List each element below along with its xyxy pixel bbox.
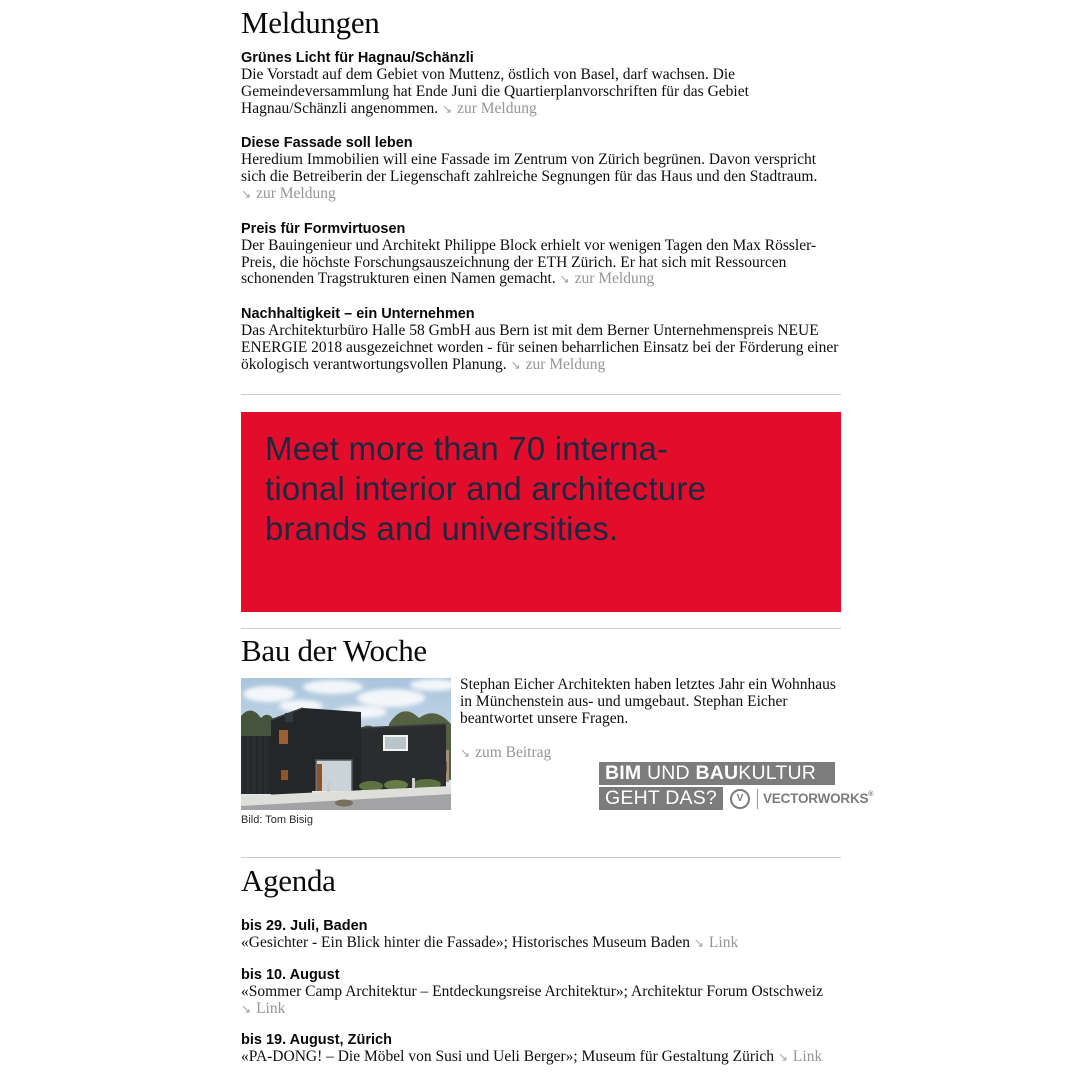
- news-link-label: zur Meldung: [256, 184, 336, 202]
- vectorworks-ad-banner[interactable]: [599, 762, 874, 810]
- ad-kultur: KULTUR: [738, 762, 817, 784]
- vectorworks-wordmark: VECTORWORKS®: [762, 791, 874, 806]
- agenda-title: Agenda: [241, 863, 336, 898]
- agenda-desc: «Gesichter - Ein Blick hinter die Fassade»; Historisches Museum Baden: [241, 934, 690, 951]
- news-body: Der Bauingenieur und Architekt Philippe Block erhielt vor wenigen Tagen den Max Rössler-Preis, die höchste Forschungsauszeichnung der ETH Zürich. Er hat sich mit Ressourcen schonenden Tragstrukturen einen Namen gemacht.: [241, 236, 817, 288]
- bau-der-woche-body: Stephan Eicher Architekten haben letztes Jahr ein Wohnhaus in Münchenstein aus- und umgebaut. Stephan Eicher beantwortet unsere Fragen.: [460, 676, 836, 727]
- arrow-southeast-icon: ↘: [693, 936, 704, 950]
- registered-mark: ®: [868, 791, 874, 798]
- news-headline: Diese Fassade soll leben: [241, 135, 413, 152]
- arrow-southeast-icon: ↘: [777, 1050, 788, 1065]
- promo-banner[interactable]: [241, 412, 841, 612]
- agenda-link-label: Link: [256, 999, 286, 1017]
- news-link[interactable]: [511, 356, 606, 373]
- divider: [241, 857, 841, 858]
- news-body: Die Vorstadt auf dem Gebiet von Muttenz, östlich von Basel, darf wachsen. Die Gemeindeversammlung hat Ende Juni die Quartierplanvorschriften für das Gebiet Hagnau/Schänzli angenommen.: [241, 66, 749, 117]
- news-link-label: zur Meldung: [457, 99, 537, 117]
- news-item: [241, 50, 841, 117]
- photo-caption: Bild: Tom Bisig: [241, 814, 313, 826]
- agenda-desc: «PA-DONG! – Die Möbel von Susi und Ueli Berger»; Museum für Gestaltung Zürich: [241, 1048, 774, 1066]
- arrow-southeast-icon: ↘: [559, 272, 570, 287]
- agenda-section: [241, 864, 841, 1074]
- bau-der-woche-text: [460, 677, 844, 727]
- news-headline: Grünes Licht für Hagnau/Schänzli: [241, 50, 474, 66]
- agenda-link-label: Link: [708, 934, 739, 951]
- promo-banner-line: brands and universities.: [265, 510, 619, 547]
- logo-separator: [757, 789, 758, 809]
- ad-line-2: [599, 787, 874, 810]
- ad-bau: BAU: [695, 762, 739, 784]
- ad-geht-das: GEHT DAS?: [599, 787, 723, 810]
- bau-link-label: zum Beitrag: [475, 744, 552, 761]
- agenda-item: [241, 967, 841, 1018]
- vectorworks-logo: [730, 789, 873, 809]
- news-body: Das Architekturbüro Halle 58 GmbH aus Bern ist mit dem Berner Unternehmenspreis NEUE ENERGIE 2018 ausgezeichnet worden - für seinen beharrlichen Einsatz bei der Förderung einer ökologisch verantwortungsvollen Planung.: [241, 322, 839, 373]
- news-item: [241, 306, 841, 373]
- meldungen-section: [241, 6, 841, 392]
- arrow-southeast-icon: ↘: [241, 186, 252, 201]
- arrow-southeast-icon: ↘: [442, 101, 453, 116]
- agenda-link[interactable]: [241, 1000, 285, 1017]
- agenda-date: bis 29. Juli, Baden: [241, 918, 368, 934]
- ad-bim: BIM: [605, 762, 642, 784]
- agenda-link-label: Link: [792, 1048, 823, 1066]
- news-link-label: zur Meldung: [574, 270, 655, 288]
- ad-und: UND: [641, 762, 696, 784]
- agenda-desc: «Sommer Camp Architektur – Entdeckungsreise Architektur»; Architektur Forum Ostschweiz: [241, 982, 823, 1000]
- ad-line-1: [599, 762, 835, 785]
- vectorworks-v-icon: V: [730, 789, 750, 809]
- news-item: [241, 221, 841, 288]
- agenda-link[interactable]: [694, 934, 738, 951]
- agenda-date: bis 19. August, Zürich: [241, 1032, 392, 1049]
- bau-der-woche-link[interactable]: [460, 744, 551, 761]
- agenda-item: [241, 918, 841, 952]
- bau-der-woche-title: Bau der Woche: [241, 633, 427, 668]
- agenda-date: bis 10. August: [241, 966, 340, 983]
- news-item: [241, 135, 841, 202]
- news-body: Heredium Immobilien will eine Fassade im Zentrum von Zürich begrünen. Davon verspricht sich die Betreiberin der Liegenschaft zahlreiche Segnungen für das Haus und den Stadtraum.: [241, 151, 818, 186]
- arrow-southeast-icon: ↘: [510, 357, 521, 372]
- news-headline: Nachhaltigkeit – ein Unternehmen: [241, 306, 475, 323]
- arrow-southeast-icon: ↘: [241, 1001, 252, 1016]
- arrow-southeast-icon: ↘: [460, 746, 471, 760]
- agenda-item: [241, 1032, 841, 1066]
- news-link-label: zur Meldung: [525, 355, 606, 373]
- divider: [241, 394, 841, 395]
- promo-banner-line: Meet more than 70 interna-: [265, 430, 669, 467]
- news-link[interactable]: [442, 100, 537, 117]
- news-link[interactable]: [241, 185, 336, 202]
- news-headline: Preis für Formvirtuosen: [241, 220, 406, 237]
- news-link[interactable]: [560, 270, 655, 287]
- bau-der-woche-photo[interactable]: [241, 678, 451, 810]
- agenda-link[interactable]: [778, 1048, 822, 1065]
- promo-banner-line: tional interior and architecture: [265, 470, 707, 507]
- meldungen-title: Meldungen: [241, 5, 380, 40]
- divider: [241, 628, 841, 629]
